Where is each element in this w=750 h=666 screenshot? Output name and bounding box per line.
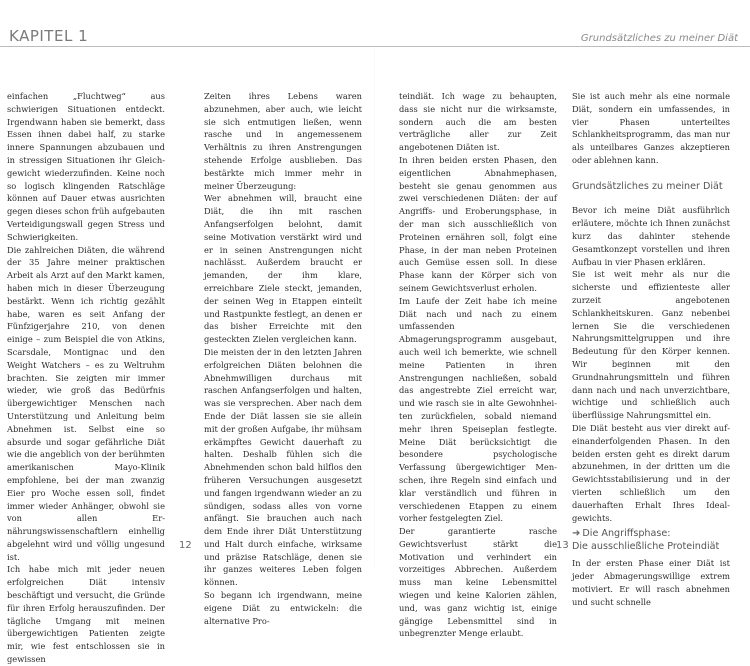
column-1 [7, 90, 165, 666]
paragraph: Die meisten der in den letzten Jahren erfolgreichen Diäten belohnen die Abnehmwilligen durchaus mit raschen Anfangserfolgen und halten, was sie versprechen. Aber nach dem Ende der Diät lassen sie sie allein mit der großen Aufgabe, ihr mühsam erkämpftes Gewicht dauerhaft zu halten. Deshalb fühlen sich die Abnehmenden schon bald hilflos den früheren Versuchungen ausgesetzt und fangen irgendwann wieder an zu sündigen, sodass alles von vorne anfängt. Sie brauchen auch nach dem Ende ihrer Diät Unterstützung und Halt durch einfache, wirksame und präzise Ratschläge, denen sie ihr ganzes weiteres Leben folgen können. [204, 346, 362, 588]
paragraph: Ich habe mich mit jeder neuen erfolgreichen Diät intensiv beschäftigt und versucht, die Gründe für ihren Erfolg herauszufinden. Der tägliche Umgang mit meinen übergewichtigen Patienten zeigte mir, wie fest entschlossen sie in gewissen [7, 564, 165, 665]
paragraph: Der garantierte rasche Gewichtsverlust stärkt die Motivation und verhindert ein vorzeitiges Abbrechen. Außerdem muss man keine Lebensmittel wiegen und keine Kalorien zählen, und, was ganz wichtig ist, einige gängige Lebensmittel sind in unbegrenzter Menge erlaubt. [399, 526, 557, 639]
section-heading: Grundsätzliches zu meiner Diät [572, 180, 723, 192]
paragraph: So begann ich irgendwann, meine eigene Diät zu entwickeln: die alternative Pro- [204, 590, 362, 626]
header-rule [0, 46, 750, 47]
column-2 [204, 90, 362, 627]
paragraph: einfachen „Fluchtweg“ aus schwierigen Situationen entdeckt. Irgendwann haben sie bemerkt, dass Essen ihnen dabei half, zu starke innere Spannungen abzubauen und in stressigen Situationen ihr Gleichgewicht wiederzufinden. Keine noch so logisch klingenden Ratschläge können auf Dauer etwas ausrichten gegen dieses schon früh aufgebauten Verteidigungswall gegen Stress und Schwierigkeiten. [7, 91, 165, 242]
column-3 [399, 90, 557, 640]
paragraph: Im Laufe der Zeit habe ich meine Diät nach und nach zu einem umfassenden Abmagerungsprogramm ausgebaut, auch weil ich bemerkte, wie schnell meine Patienten in ihren Anstrengungen nachließen, sobald das angestrebte Ziel erreicht war, und wie rasch sie in alte Gewohnheiten zurückfielen, sobald niemand mehr ihren Speiseplan festlegte. Meine Diät berücksichtigt die besondere psychologische Verfassung übergewichtiger Menschen, ihre Regeln sind einfach und klar verständlich und führen in verschiedenen Etappen zu einem vorher festgelegten Ziel. [399, 295, 557, 524]
page-number-left: 12 [179, 540, 192, 551]
chapter-heading: KAPITEL 1 [9, 27, 89, 45]
paragraph: Die zahlreichen Diäten, die während der 35 Jahre meiner praktischen Arbeit als Arzt auf den Markt kamen, haben mich in dieser Überzeugung bestärkt. Wenn ich richtig gezählt habe, waren es seit Anfang der Fünfzigerjahre 210, von denen einige – zum Beispiel die von Atkins, Scarsdale, Montignac und den Weight Watchers – es zu Weltruhm brachten. Sie zeigten mir immer wieder, wie groß das Bedürfnis übergewichtiger Menschen nach Unterstützung und Anleitung beim Abnehmen ist. Selbst eine so absurde und sogar gefährliche Diät wie die angeblich von der berühmten amerikanischen Mayo-Klinik empfohlene, bei der man zwanzig Eier pro Woche essen soll, findet immer wieder Anhänger, obwohl sie von allen Ernährungswissenschaftlern einhellig abgelehnt wird und völlig ungesund ist. [7, 244, 165, 562]
arrow-right-icon: ➜ [572, 528, 581, 540]
paragraph: Zeiten ihres Lebens waren abzunehmen, aber auch, wie leicht sie sich entmutigen ließen, wenn rasche und in angemessenem Verhältnis zu ihren Anstrengungen stehende Erfolge ausblieben. Das bestärkte mich immer mehr in meiner Überzeugung: [204, 91, 362, 191]
paragraph: Sie ist auch mehr als eine normale Diät, sondern ein umfassendes, in vier Phasen unterteiltes Schlankheitsprogramm, das man nur als unteilbares Ganzes akzeptieren oder ablehnen kann. [572, 91, 730, 165]
page-number-right: 13 [556, 540, 569, 551]
subsection-heading-line2: Die ausschließliche Proteindiät [572, 540, 720, 552]
paragraph: Die Diät besteht aus vier direkt aufeinanderfolgenden Phasen. In den beiden ersten geht es direkt darum abzunehmen, in der dritten um die Gewichtsstabilisierung und in der vierten schließlich um den dauerhaften Erhalt Ihres Idealgewichts. [572, 422, 730, 523]
paragraph: Bevor ich meine Diät ausführlich erläutere, möchte ich Ihnen zunächst kurz das dahinter stehende Gesamtkonzept vorstellen und ihren Aufbau in vier Phasen erklären. [572, 205, 730, 267]
column-4 [572, 90, 730, 608]
subsection-heading-line1: Die Angriffsphase: [582, 528, 671, 540]
page-gutter [374, 47, 375, 570]
paragraph: In ihren beiden ersten Phasen, den eigentlichen Abnahmephasen, besteht sie genau genommen aus zwei verschiedenen Diäten: der auf Angriffs- und Eroberungsphase, in der man sich ausschließlich von Proteinen ernähren soll, folgt eine Phase, in der man neben Proteinen auch Gemüse essen soll. In diese Phase kann der Körper sich von seinem Gewichtsverlust erholen. [399, 154, 557, 293]
running-title: Grundsätzliches zu meiner Diät [580, 33, 738, 44]
paragraph: In der ersten Phase einer Diät ist jeder Abmagerungswillige extrem motiviert. Er will rasch abnehmen und sucht schnelle [572, 558, 730, 607]
subsection-heading [572, 528, 730, 553]
paragraph: teindiät. Ich wage zu behaupten, dass sie nicht nur die wirksamste, sondern auch die am besten verträgliche aller zur Zeit angebotenen Diäten ist. [399, 91, 557, 153]
paragraph: Wer abnehmen will, braucht eine Diät, die ihn mit raschen Anfangserfolgen belohnt, damit seine Motivation verstärkt wird und er in seinen Anstrengungen nicht nachlässt. Außerdem braucht er jemanden, der ihm klare, erreichbare Ziele steckt, jemanden, der seinen Weg in Etappen einteilt und Rastpunkte festlegt, an denen er das bisher Erreichte mit den gesteckten Zielen vergleichen kann. [204, 193, 362, 345]
paragraph: Sie ist weit mehr als nur die sicherste und effizienteste aller zurzeit angebotenen Schlankheitskuren. Ganz nebenbei lernen Sie die verschiedenen Nahrungsmittelgruppen und ihre Bedeutung für den Körper kennen. Wir beginnen mit den Grundnahrungsmitteln und führen dann nach und nach unverzichtbare, wichtige und schließlich auch überflüssige Nahrungsmittel ein. [572, 269, 730, 421]
